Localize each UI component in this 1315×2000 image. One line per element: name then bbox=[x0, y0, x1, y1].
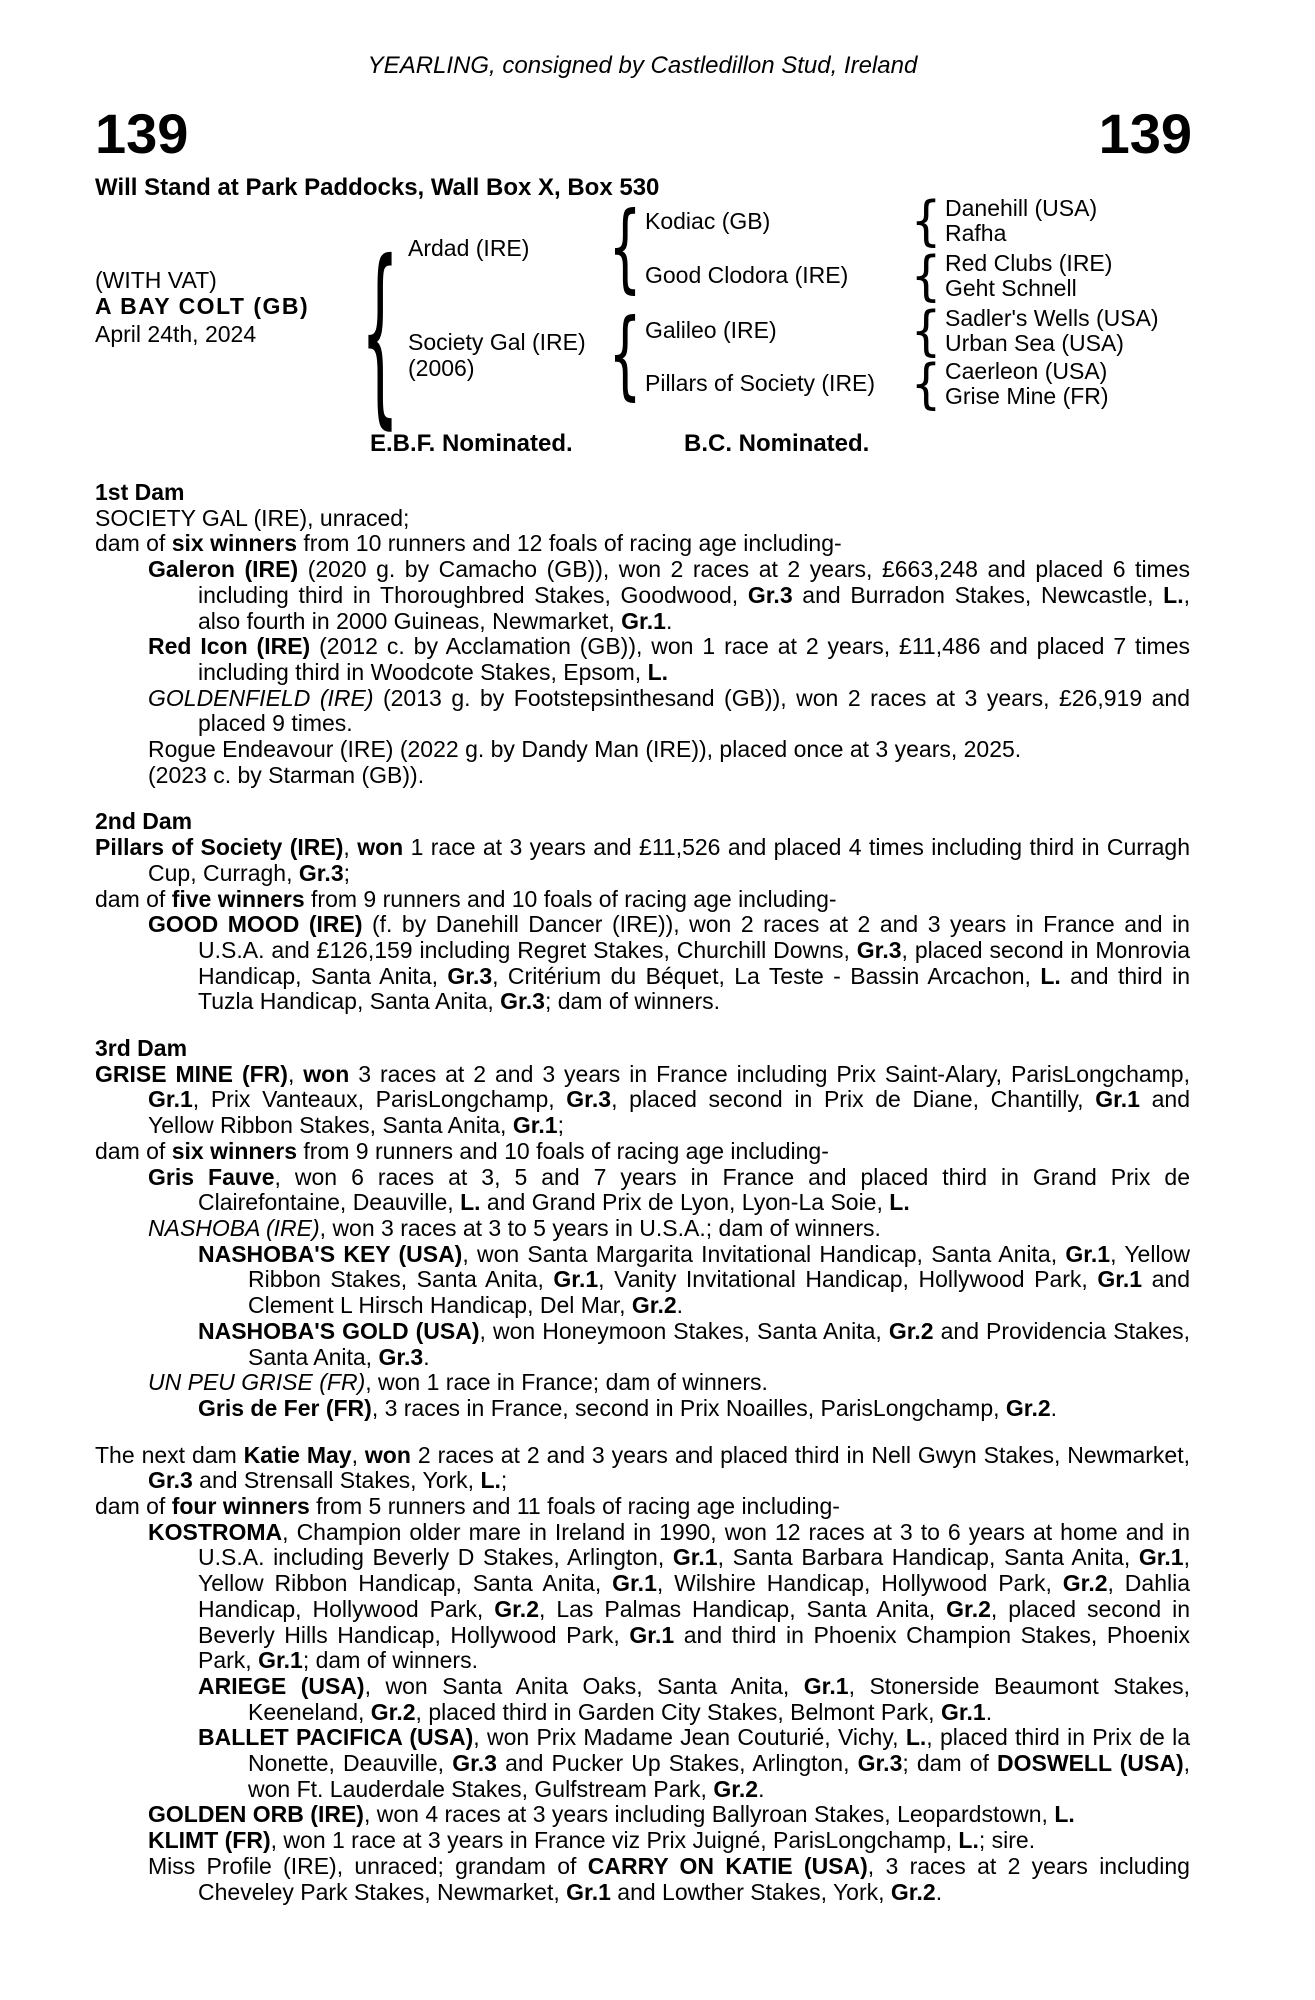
dam-section-header: 1st Dam bbox=[95, 479, 185, 505]
pedigree-paragraph: dam of six winners from 10 runners and 12 foals of racing age including- bbox=[95, 530, 842, 557]
pedigree-brace: { bbox=[910, 299, 942, 363]
gen3-name-3: Geht Schnell bbox=[945, 275, 1077, 301]
pedigree-text bbox=[95, 480, 1190, 1905]
pedigree-paragraph: Pillars of Society (IRE), won 1 race at 3 years and £11,526 and placed 4 times including third in Curragh Cup, Curragh, Gr.3; bbox=[95, 834, 1191, 886]
pedigree-paragraph: KLIMT (FR), won 1 race at 3 years in France viz Prix Juigné, ParisLongchamp, L.; sire. bbox=[148, 1827, 1036, 1854]
foal-date: April 24th, 2024 bbox=[95, 321, 257, 347]
gen3-name-1: Rafha bbox=[945, 220, 1007, 246]
pedigree-paragraph: Miss Profile (IRE), unraced; grandam of CARRY ON KATIE (USA), 3 races at 2 years including Cheveley Park Stakes, Newmarket, Gr.1 and Lowther Stakes, York, Gr.2. bbox=[148, 1852, 1190, 1905]
dam-section bbox=[95, 809, 1190, 1015]
vat-note: (WITH VAT) bbox=[95, 267, 217, 293]
pedigree-paragraph: GOOD MOOD (IRE) (f. by Danehill Dancer (IRE)), won 2 races at 2 and 3 years in France and in U.S.A. and £126,159 including Regret Stakes, Churchill Downs, Gr.3, placed second in Monrovia Handicap, Santa Anita, Gr.3, Critérium du Béquet, La Teste - Bassin Arcachon, L. and third in Tuzla Handicap, Santa Anita, Gr.3; dam of winners. bbox=[148, 911, 1190, 1015]
pedigree-paragraph: Gris Fauve, won 6 races at 3, 5 and 7 years in France and placed third in Grand Prix de Clairefontaine, Deauville, L. and Grand Prix de Lyon, Lyon-La Soie, L. bbox=[148, 1163, 1190, 1216]
gen2-name-0: Kodiac (GB) bbox=[645, 208, 771, 234]
pedigree-paragraph: dam of six winners from 9 runners and 10 foals of racing age including- bbox=[95, 1137, 829, 1164]
pedigree-brace: { bbox=[910, 244, 942, 308]
gen3-name-4: Sadler's Wells (USA) bbox=[945, 305, 1159, 331]
pedigree-paragraph: Galeron (IRE) (2020 g. by Camacho (GB)), won 2 races at 2 years, £663,248 and placed 6 times including third in Thoroughbred Stakes, Goodwood, Gr.3 and Burradon Stakes, Newcastle, L., also fourth in 2000 Guineas, Newmarket, Gr.1. bbox=[148, 556, 1191, 634]
bc-nominated: B.C. Nominated. bbox=[684, 430, 870, 457]
pedigree-paragraph: Rogue Endeavour (IRE) (2022 g. by Dandy Man (IRE)), placed once at 3 years, 2025. bbox=[148, 736, 1022, 763]
pedigree-brace: { bbox=[360, 221, 400, 449]
gen3-name-2: Red Clubs (IRE) bbox=[945, 250, 1113, 276]
pedigree-paragraph: GRISE MINE (FR), won 3 races at 2 and 3 years in France including Prix Saint-Alary, ParisLongchamp, Gr.1, Prix Vanteaux, ParisLongchamp, Gr.3, placed second in Prix de Diane, Chantilly, Gr.1 and Yellow Ribbon Stakes, Santa Anita, Gr.1; bbox=[95, 1060, 1190, 1139]
consignor-line: YEARLING, consigned by Castledillon Stud, Ireland bbox=[367, 52, 918, 79]
sire-name: Ardad (IRE) bbox=[408, 235, 530, 261]
pedigree-paragraph: dam of four winners from 5 runners and 11 foals of racing age including- bbox=[95, 1493, 840, 1520]
pedigree-paragraph: NASHOBA'S GOLD (USA), won Honeymoon Stakes, Santa Anita, Gr.2 and Providencia Stakes, Santa Anita, Gr.3. bbox=[198, 1317, 1190, 1370]
lot-number-left: 139 bbox=[95, 102, 189, 165]
dam-name: Society Gal (IRE) bbox=[408, 329, 586, 355]
pedigree-paragraph: dam of five winners from 9 runners and 10 foals of racing age including- bbox=[95, 885, 837, 912]
pedigree-paragraph: The next dam Katie May, won 2 races at 2 and 3 years and placed third in Nell Gwyn Stakes, Newmarket, Gr.3 and Strensall Stakes, York, L.; bbox=[95, 1441, 1190, 1494]
pedigree-paragraph: GOLDENFIELD (IRE) (2013 g. by Footstepsinthesand (GB)), won 2 races at 3 years, £26,919 and placed 9 times. bbox=[148, 684, 1190, 737]
gen2-name-2: Galileo (IRE) bbox=[645, 317, 777, 343]
colt-name: A BAY COLT (GB) bbox=[95, 293, 310, 319]
gen2-name-3: Pillars of Society (IRE) bbox=[645, 370, 876, 396]
pedigree-paragraph: GOLDEN ORB (IRE), won 4 races at 3 years including Ballyroan Stakes, Leopardstown, L. bbox=[148, 1801, 1075, 1828]
dam-section bbox=[95, 1036, 1190, 1422]
ebf-nominated: E.B.F. Nominated. bbox=[370, 430, 573, 457]
pedigree-paragraph: SOCIETY GAL (IRE), unraced; bbox=[95, 504, 410, 531]
pedigree-brace: { bbox=[910, 189, 942, 253]
stand-line: Will Stand at Park Paddocks, Wall Box X, Box 530 bbox=[95, 174, 660, 201]
gen2-name-1: Good Clodora (IRE) bbox=[645, 262, 849, 288]
pedigree-paragraph: BALLET PACIFICA (USA), won Prix Madame Jean Couturié, Vichy, L., placed third in Prix de la Nonette, Deauville, Gr.3 and Pucker Up Stakes, Arlington, Gr.3; dam of DOSWELL (USA), won Ft. Lauderdale Stakes, Gulfstream Park, Gr.2. bbox=[198, 1724, 1191, 1802]
dam-section bbox=[95, 1443, 1190, 1906]
lot-number-right: 139 bbox=[1098, 102, 1192, 165]
pedigree-paragraph: KOSTROMA, Champion older mare in Ireland in 1990, won 12 races at 3 to 6 years at home and in U.S.A. including Beverly D Stakes, Arlington, Gr.1, Santa Barbara Handicap, Santa Anita, Gr.1, Yellow Ribbon Handicap, Santa Anita, Gr.1, Wilshire Handicap, Hollywood Park, Gr.2, Dahlia Handicap, Hollywood Park, Gr.2, Las Palmas Handicap, Santa Anita, Gr.2, placed second in Beverly Hills Handicap, Hollywood Park, Gr.1 and third in Phoenix Champion Stakes, Phoenix Park, Gr.1; dam of winners. bbox=[148, 1518, 1191, 1674]
pedigree-paragraph: ARIEGE (USA), won Santa Anita Oaks, Santa Anita, Gr.1, Stonerside Beaumont Stakes, Keeneland, Gr.2, placed third in Garden City Stakes, Belmont Park, Gr.1. bbox=[198, 1672, 1191, 1725]
gen3-name-0: Danehill (USA) bbox=[945, 195, 1098, 221]
pedigree-paragraph: Red Icon (IRE) (2012 c. by Acclamation (GB)), won 1 race at 2 years, £11,486 and placed 7 times including third in Woodcote Stakes, Epsom, L. bbox=[148, 633, 1191, 685]
pedigree-brace: { bbox=[608, 300, 642, 412]
pedigree-paragraph: NASHOBA'S KEY (USA), won Santa Margarita Invitational Handicap, Santa Anita, Gr.1, Yellow Ribbon Stakes, Santa Anita, Gr.1, Vanity Invitational Handicap, Hollywood Park, Gr.1 and Clement L Hirsch Handicap, Del Mar, Gr.2. bbox=[198, 1240, 1191, 1319]
dam-section-header: 3rd Dam bbox=[95, 1035, 188, 1062]
dam-section-header: 2nd Dam bbox=[95, 808, 193, 835]
pedigree-paragraph: NASHOBA (IRE), won 3 races at 3 to 5 years in U.S.A.; dam of winners. bbox=[148, 1214, 881, 1241]
pedigree-paragraph: UN PEU GRISE (FR), won 1 race in France; dam of winners. bbox=[148, 1369, 768, 1396]
gen3-name-7: Grise Mine (FR) bbox=[945, 383, 1109, 409]
gen3-name-5: Urban Sea (USA) bbox=[945, 330, 1124, 356]
gen3-name-6: Caerleon (USA) bbox=[945, 358, 1108, 384]
pedigree-brace: { bbox=[608, 193, 642, 305]
dam-section bbox=[95, 480, 1190, 788]
pedigree-paragraph: Gris de Fer (FR), 3 races in France, second in Prix Noailles, ParisLongchamp, Gr.2. bbox=[198, 1394, 1058, 1421]
pedigree-paragraph: (2023 c. by Starman (GB)). bbox=[148, 761, 425, 788]
dam-year: (2006) bbox=[408, 355, 475, 381]
pedigree-brace: { bbox=[910, 352, 942, 416]
